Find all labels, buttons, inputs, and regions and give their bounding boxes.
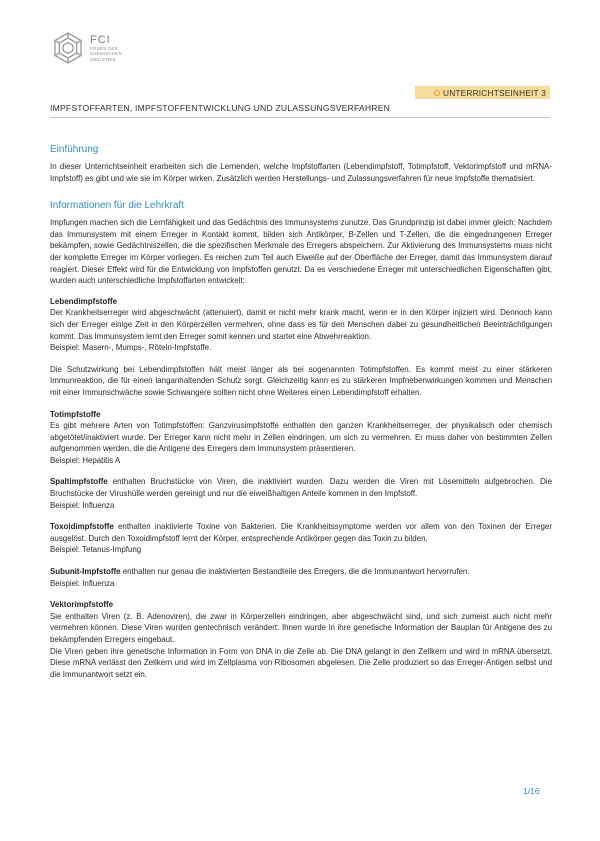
subunit-vaccines-text: enthalten nur genau die inaktivierten Bestandteile des Erregers, die die Immunantwort hervorrufen. — [120, 567, 470, 577]
unit-banner — [415, 86, 550, 99]
subunit-vaccines-label: Subunit-Impfstoffe — [50, 567, 121, 577]
teacher-info-heading: Informationen für die Lehrkraft — [50, 200, 184, 212]
logo-line-1: FONDS DER — [90, 45, 119, 51]
subunit-vaccines-paragraph — [50, 566, 552, 578]
intro-paragraph: In dieser Unterrichtseinheit erarbeiten sich die Lernenden, welche Impfstoffarten (Lebendimpfstoff, Totimpfstoff, Vektorimpfstoff und mRNA-Impfstoff) es gibt und wie sie im Körper wirken. Zusätzlich werden Herstellungs- und Zulassungsverfahren für neue Impfstoffe thematisiert. — [50, 162, 552, 183]
intro-heading: Einführung — [50, 144, 99, 155]
live-vaccines-heading: Lebendimpfstoffe — [50, 296, 118, 306]
live-vaccines-paragraph-2: Die Schutzwirkung bei Lebendimpfstoffen hält meist länger als bei sogenannten Totimpfstoffen. Es kommt meist zu einer stärkeren Immunreaktion, die für einen langanhaltenden Schutz sorgt. Gleichzeitig kann es zu stärkeren Impfnebenwirkungen kommen und Menschen mit einer Immunschwäche sowie Schwangere sollten nicht ohne Weiteres einen Lebendimpfstoff erhalten. — [50, 364, 552, 397]
document-body — [50, 143, 552, 680]
page-number: 1/16 — [523, 786, 540, 796]
toxoid-vaccines-example: Beispiel: Tetanus-Impfung — [50, 545, 142, 555]
toxoid-vaccines-label: Toxoidimpfstoffe — [50, 522, 114, 532]
inactivated-vaccines-heading: Totimpfstoffe — [50, 409, 101, 419]
split-vaccines-text: enthalten Bruchstücke von Viren, die inaktiviert wurden. Dazu werden die Viren mit Lösemitteln aufgebrochen. Die Bruchstücke der Virushülle werden gereinigt und nur die eiweißhaltigen Anteile kommen in den Impfstoff. — [50, 477, 552, 499]
logo-line-2: CHEMISCHEN — [90, 51, 122, 57]
subunit-vaccines-example: Beispiel: Influenza — [50, 578, 115, 588]
split-vaccines-paragraph — [50, 476, 552, 499]
vector-vaccines-paragraph: Sie enthalten Viren (z. B. Adenoviren), die zwar in Körperzellen eindringen, aber abgeschwächt sind, und sich zumeist auch nicht mehr vermehren können. Diese Viren wurden gentechnisch verändert: Ihnen wurde in ihre genetische Information der Bauplan für Antigene des zu bekämpfenden Erregers eingebaut. — [50, 611, 552, 644]
logo-abbreviation: FCI — [90, 33, 111, 46]
circle-bullet-icon — [434, 90, 440, 96]
split-vaccines-label: Spaltimpfstoffe — [50, 477, 108, 487]
fci-logo — [50, 30, 122, 66]
fci-emblem-icon — [50, 30, 86, 66]
live-vaccines-paragraph: Der Krankheitserreger wird abgeschwächt (attenuiert), damit er nicht mehr krank macht, wenn er in den Körper injiziert wird. Dennoch kann sich der Erreger einige Zeit in den Körperzellen vermehren, ohne dass es für den Menschen dabei zu gesundheitlichen Beeinträchtigungen kommt. Das Immunsystem lernt den Erreger somit kennen und startet eine Abwehrreaktion. — [50, 308, 552, 341]
inactivated-vaccines-paragraph: Es gibt mehrere Arten von Totimpfstoffen: Ganzvirusimpfstoffe enthalten den ganzen Krankheitserreger, der physikalisch oder chemisch abgetötet/inaktiviert wurde. Der Erreger kann nicht mehr in Zellen eindringen, um sich zu vermehren. Er muss daher von bestimmten Zellen aufgenommen werden, die die Antigene des Erregers dem Immunsystem präsentieren. — [50, 421, 552, 454]
vector-vaccines-heading: Vektorimpfstoffe — [50, 600, 114, 610]
document-title: IMPFSTOFFARTEN, IMPFSTOFFENTWICKLUNG UND ZULASSUNGSVERFAHREN — [50, 103, 391, 113]
toxoid-vaccines-paragraph — [50, 521, 552, 544]
teacher-info-paragraph: Impfungen machen sich die Lernfähigkeit und das Gedächtnis des Immunsystems zunutze. Das Grundprinzip ist dabei immer gleich: Nachdem das Immunsystem mit einem Erreger in Kontakt kommt, bilden sich Antikörper, B-Zellen und T-Zellen, die die eingedrungenen Erreger bekämpfen, sowie Gedächtniszellen, die die spezifischen Merkmale des Erregers abspeichern. Zur Aktivierung des Immunsystems muss nicht der komplette Erreger im Körper vorliegen. Es reichen zum Teil auch Eiweiße auf der Oberfläche der Erreger, damit das Immunsystem darauf reagiert. Dieser Effekt wird für die Entwicklung von Impfstoffen genutzt. Da es verschiedene Erreger mit unterschiedlichen Eigenschaften gibt, wurden auch unterschiedliche Impfstoffarten entwickelt: — [50, 218, 552, 286]
logo-line-3: INDUSTRIE — [90, 56, 116, 62]
inactivated-vaccines-example: Beispiel: Hepatitis A — [50, 455, 121, 465]
toxoid-vaccines-text: enthalten inaktivierte Toxine von Bakterien. Die Krankheitssymptome werden vor allem von den Toxinen der Erreger ausgelöst. Durch den Toxoidimpfstoff lernt der Körper, entsprechende Antikörper gegen das Toxin zu bilden. — [50, 522, 552, 543]
live-vaccines-example: Beispiel: Masern-, Mumps-, Röteln-Impfstoffe. — [50, 343, 212, 353]
vector-vaccines-paragraph-2: Die Viren geben ihre genetische Information in Form von DNA in die Zelle ab. Die DNA gelangt in den Zellkern und wird in mRNA übersetzt. Diese mRNA verlässt den Zellkern und wird im Zellplasma von Ribosomen abgelesen. Die Zelle produziert so das Erreger-Antigen selbst und die Immunantwort setzt ein. — [50, 646, 552, 679]
header-divider — [50, 117, 550, 118]
split-vaccines-example: Beispiel: Influenza — [50, 500, 115, 510]
unit-label: UNTERRICHTSEINHEIT 3 — [443, 87, 546, 98]
